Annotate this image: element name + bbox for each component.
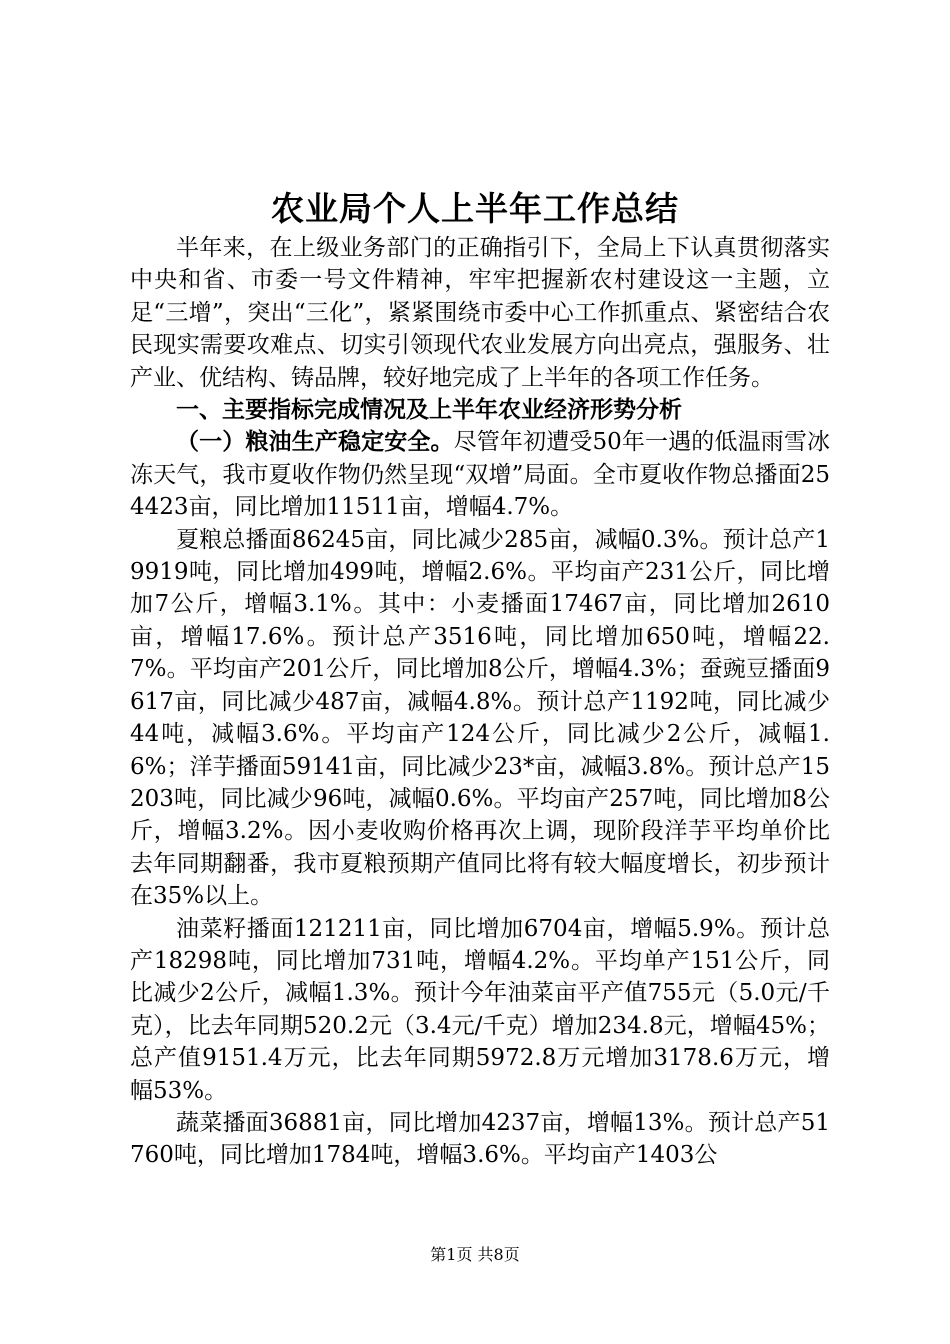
page-footer: 第1页 共8页: [430, 1245, 520, 1264]
document-title: 农业局个人上半年工作总结: [271, 189, 679, 228]
rapeseed-paragraph: 油菜籽播面121211亩，同比增加6704亩，增幅5.9%。预计总产18298吨，同比增加731吨，增幅4.2%。平均单产151公斤，同比减少2公斤，减幅1.3%。预计今年油菜亩平产值755元（5.0元/千克），比去年同期520.2元（3.4元/千克）增加234.8元，增幅45%；总产值9151.4万元，比去年同期5972.8万元增加3178.6万元，增幅53%。: [130, 915, 830, 1104]
grain-paragraph: 夏粮总播面86245亩，同比减少285亩，减幅0.3%。预计总产19919吨，同比增加499吨，增幅2.6%。平均亩产231公斤，同比增加7公斤，增幅3.1%。其中：小麦播面17467亩，同比增加2610亩，增幅17.6%。预计总产3516吨，同比增加650吨，增幅22.7%。平均亩产201公斤，同比增加8公斤，增幅4.3%；蚕豌豆播面9617亩，同比减少487亩，减幅4.8%。预计总产1192吨，同比减少44吨，减幅3.6%。平均亩产124公斤，同比减少2公斤，减幅1.6%；洋芋播面59141亩，同比减少23*亩，减幅3.8%。预计总产15203吨，同比减少96吨，减幅0.6%。平均亩产257吨，同比增加8公斤，增幅3.2%。因小麦收购价格再次上调，现阶段洋芋平均单价比去年同期翻番，我市夏粮预期产值同比将有较大幅度增长，初步预计在35%以上。: [130, 526, 830, 910]
document-body: [130, 232, 830, 1172]
subsection-text: 尽管年初遭受50年一遇的低温雨雪冰冻天气，我市夏收作物仍然呈现“双增”局面。全市夏收作物总播面254423亩，同比增加11511亩，增幅4.7%。: [130, 429, 830, 521]
subsection-lead: （一）粮油生产稳定安全。: [176, 429, 454, 456]
intro-paragraph: 半年来，在上级业务部门的正确指引下，全局上下认真贯彻落实中央和省、市委一号文件精神，牢牢把握新农村建设这一主题，立足“三增”，突出“三化”，紧紧围绕市委中心工作抓重点、紧密结合农民现实需要攻难点、切实引领现代农业发展方向出亮点，强服务、壮产业、优结构、铸品牌，较好地完成了上半年的各项工作任务。: [130, 235, 830, 391]
subsection-paragraph: [130, 426, 830, 523]
section-heading: 一、主要指标完成情况及上半年农业经济形势分析: [176, 397, 682, 424]
vegetable-paragraph: 蔬菜播面36881亩，同比增加4237亩，增幅13%。预计总产51760吨，同比增加1784吨，增幅3.6%。平均亩产1403公: [130, 1109, 830, 1169]
